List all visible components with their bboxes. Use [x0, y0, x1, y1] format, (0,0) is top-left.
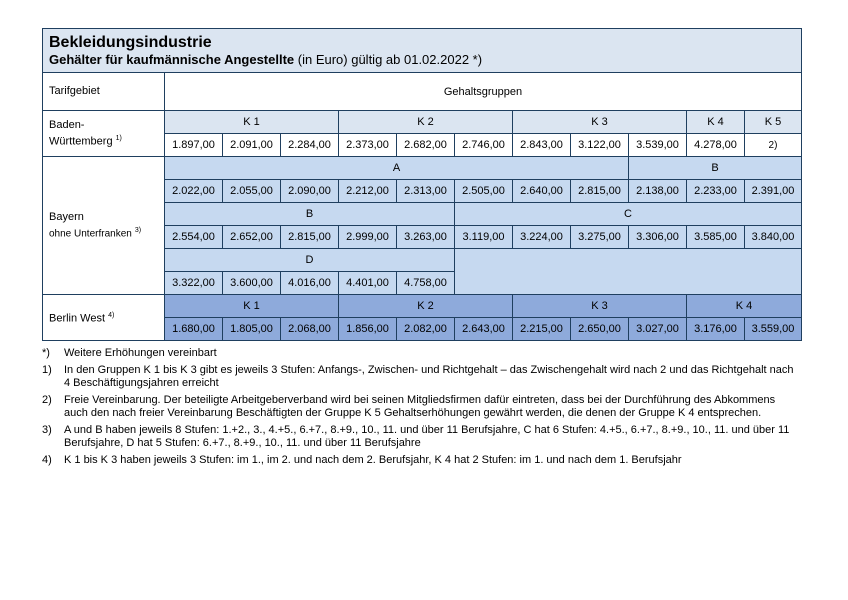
table-cell: 3.559,00: [745, 318, 802, 341]
table-cell: 2.554,00: [165, 226, 223, 249]
table-cell: 2.233,00: [687, 180, 745, 203]
bayern-group-b: B: [629, 157, 802, 180]
table-cell: 3.275,00: [571, 226, 629, 249]
bw-group-k2: K 2: [339, 111, 513, 134]
footnote-4: 4) K 1 bis K 3 haben jeweils 3 Stufen: im 1., im 2. und nach dem 2. Berufsjahr, K 4 hat 2 Stufen: im 1. und nach dem 1. Berufsjahr: [42, 454, 682, 466]
footnote-1: 1) In den Gruppen K 1 bis K 3 gibt es jeweils 3 Stufen: Anfangs-, Zwischen- und Richtgehalt – das Zwischengehalt wird nach 2 und das Richtgehalt nach 4 Beschäftigungsjahren erreicht: [42, 364, 794, 389]
document-subtitle: Gehälter für kaufmännische Angestellte (in Euro) gültig ab 01.02.2022 *): [49, 52, 483, 67]
bayern-group-b2: B: [165, 203, 455, 226]
table-cell: 1.805,00: [223, 318, 281, 341]
table-title-cell: [43, 29, 802, 73]
table-cell: 2.055,00: [223, 180, 281, 203]
table-cell: 3.119,00: [455, 226, 513, 249]
table-cell: 3.122,00: [571, 134, 629, 157]
table-cell: 2.082,00: [397, 318, 455, 341]
table-cell: 2.505,00: [455, 180, 513, 203]
table-cell: 1.856,00: [339, 318, 397, 341]
table-cell: 2.643,00: [455, 318, 513, 341]
region-berlin: Berlin West $^{4)}$: [43, 295, 165, 341]
table-cell: 4.278,00: [687, 134, 745, 157]
region-bw: Baden- Württemberg $^{1)}$: [43, 111, 165, 157]
table-cell: 4.758,00: [397, 272, 455, 295]
footnote-3: 3) A und B haben jeweils 8 Stufen: 1.+2., 3., 4.+5., 6.+7., 8.+9., 10., 11. und über 11 Berufsjahre, C hat 6 Stufen: 4.+5., 6.+7., 8.+9., 10., 11. und über 11 Berufsjahre, D hat 5 Stufen: 6.+7., 8.+9., 10., 11. und über 11 Berufsjahre: [42, 424, 790, 449]
berlin-group-k1: K 1: [165, 295, 339, 318]
table-cell: 2.068,00: [281, 318, 339, 341]
table-cell: 3.306,00: [629, 226, 687, 249]
table-cell: 1.897,00: [165, 134, 223, 157]
table-cell: 3.176,00: [687, 318, 745, 341]
table-cell: 1.680,00: [165, 318, 223, 341]
table-cell: 2.815,00: [281, 226, 339, 249]
table-cell: 3.539,00: [629, 134, 687, 157]
bayern-group-d: D: [165, 249, 455, 272]
table-cell: 3.322,00: [165, 272, 223, 295]
berlin-group-k4: K 4: [687, 295, 802, 318]
table-cell: 2.212,00: [339, 180, 397, 203]
table-cell: 3.600,00: [223, 272, 281, 295]
bw-group-k4: K 4: [687, 111, 745, 134]
table-cell: 4.401,00: [339, 272, 397, 295]
table-cell: 2.138,00: [629, 180, 687, 203]
table-cell: 3.027,00: [629, 318, 687, 341]
table-cell: 2.652,00: [223, 226, 281, 249]
header-tarifgebiet: Tarifgebiet: [43, 73, 165, 111]
table-cell: 2.640,00: [513, 180, 571, 203]
bw-group-k5: K 5: [745, 111, 802, 134]
footnote-2: 2) Freie Vereinbarung. Der beteiligte Arbeitgeberverband wird bei seinen Mitgliedsfirmen dafür eintreten, dass bei der Durchführung des Abkommens auch den nach freier Vereinbarung Beschäftigten der Gruppe K 5 Gehaltserhöhungen gewährt werden, die denen der Gruppe K 4 entsprechen.: [42, 394, 776, 419]
table-cell: 2.746,00: [455, 134, 513, 157]
document-title: Bekleidungsindustrie: [49, 34, 212, 51]
bw-group-k3: K 3: [513, 111, 687, 134]
table-cell: 2.090,00: [281, 180, 339, 203]
header-gehaltsgruppen: Gehaltsgruppen: [165, 73, 802, 111]
bw-k5-footnote-ref: 2): [745, 134, 802, 157]
table-cell: 2.215,00: [513, 318, 571, 341]
table-cell: 2.091,00: [223, 134, 281, 157]
footnotes: [42, 347, 801, 467]
table-cell: 2.843,00: [513, 134, 571, 157]
bayern-group-a: A: [165, 157, 629, 180]
berlin-group-k2: K 2: [339, 295, 513, 318]
document: [42, 28, 801, 471]
table-cell: 2.815,00: [571, 180, 629, 203]
table-cell: 2.373,00: [339, 134, 397, 157]
table-cell: 3.840,00: [745, 226, 802, 249]
bayern-empty-area: [455, 249, 802, 295]
bayern-group-c: C: [455, 203, 802, 226]
table-cell: 2.682,00: [397, 134, 455, 157]
table-cell: 2.284,00: [281, 134, 339, 157]
table-cell: 2.391,00: [745, 180, 802, 203]
table-cell: 2.650,00: [571, 318, 629, 341]
table-cell: 4.016,00: [281, 272, 339, 295]
table-cell: 2.313,00: [397, 180, 455, 203]
table-cell: 3.224,00: [513, 226, 571, 249]
table-cell: 2.022,00: [165, 180, 223, 203]
footnote-star: *) Weitere Erhöhungen vereinbart: [42, 347, 217, 359]
salary-table: [42, 28, 802, 341]
berlin-group-k3: K 3: [513, 295, 687, 318]
table-cell: 3.263,00: [397, 226, 455, 249]
bw-group-k1: K 1: [165, 111, 339, 134]
region-bayern: Bayern ohne Unterfranken $^{3)}$: [43, 157, 165, 295]
table-cell: 2.999,00: [339, 226, 397, 249]
table-cell: 3.585,00: [687, 226, 745, 249]
